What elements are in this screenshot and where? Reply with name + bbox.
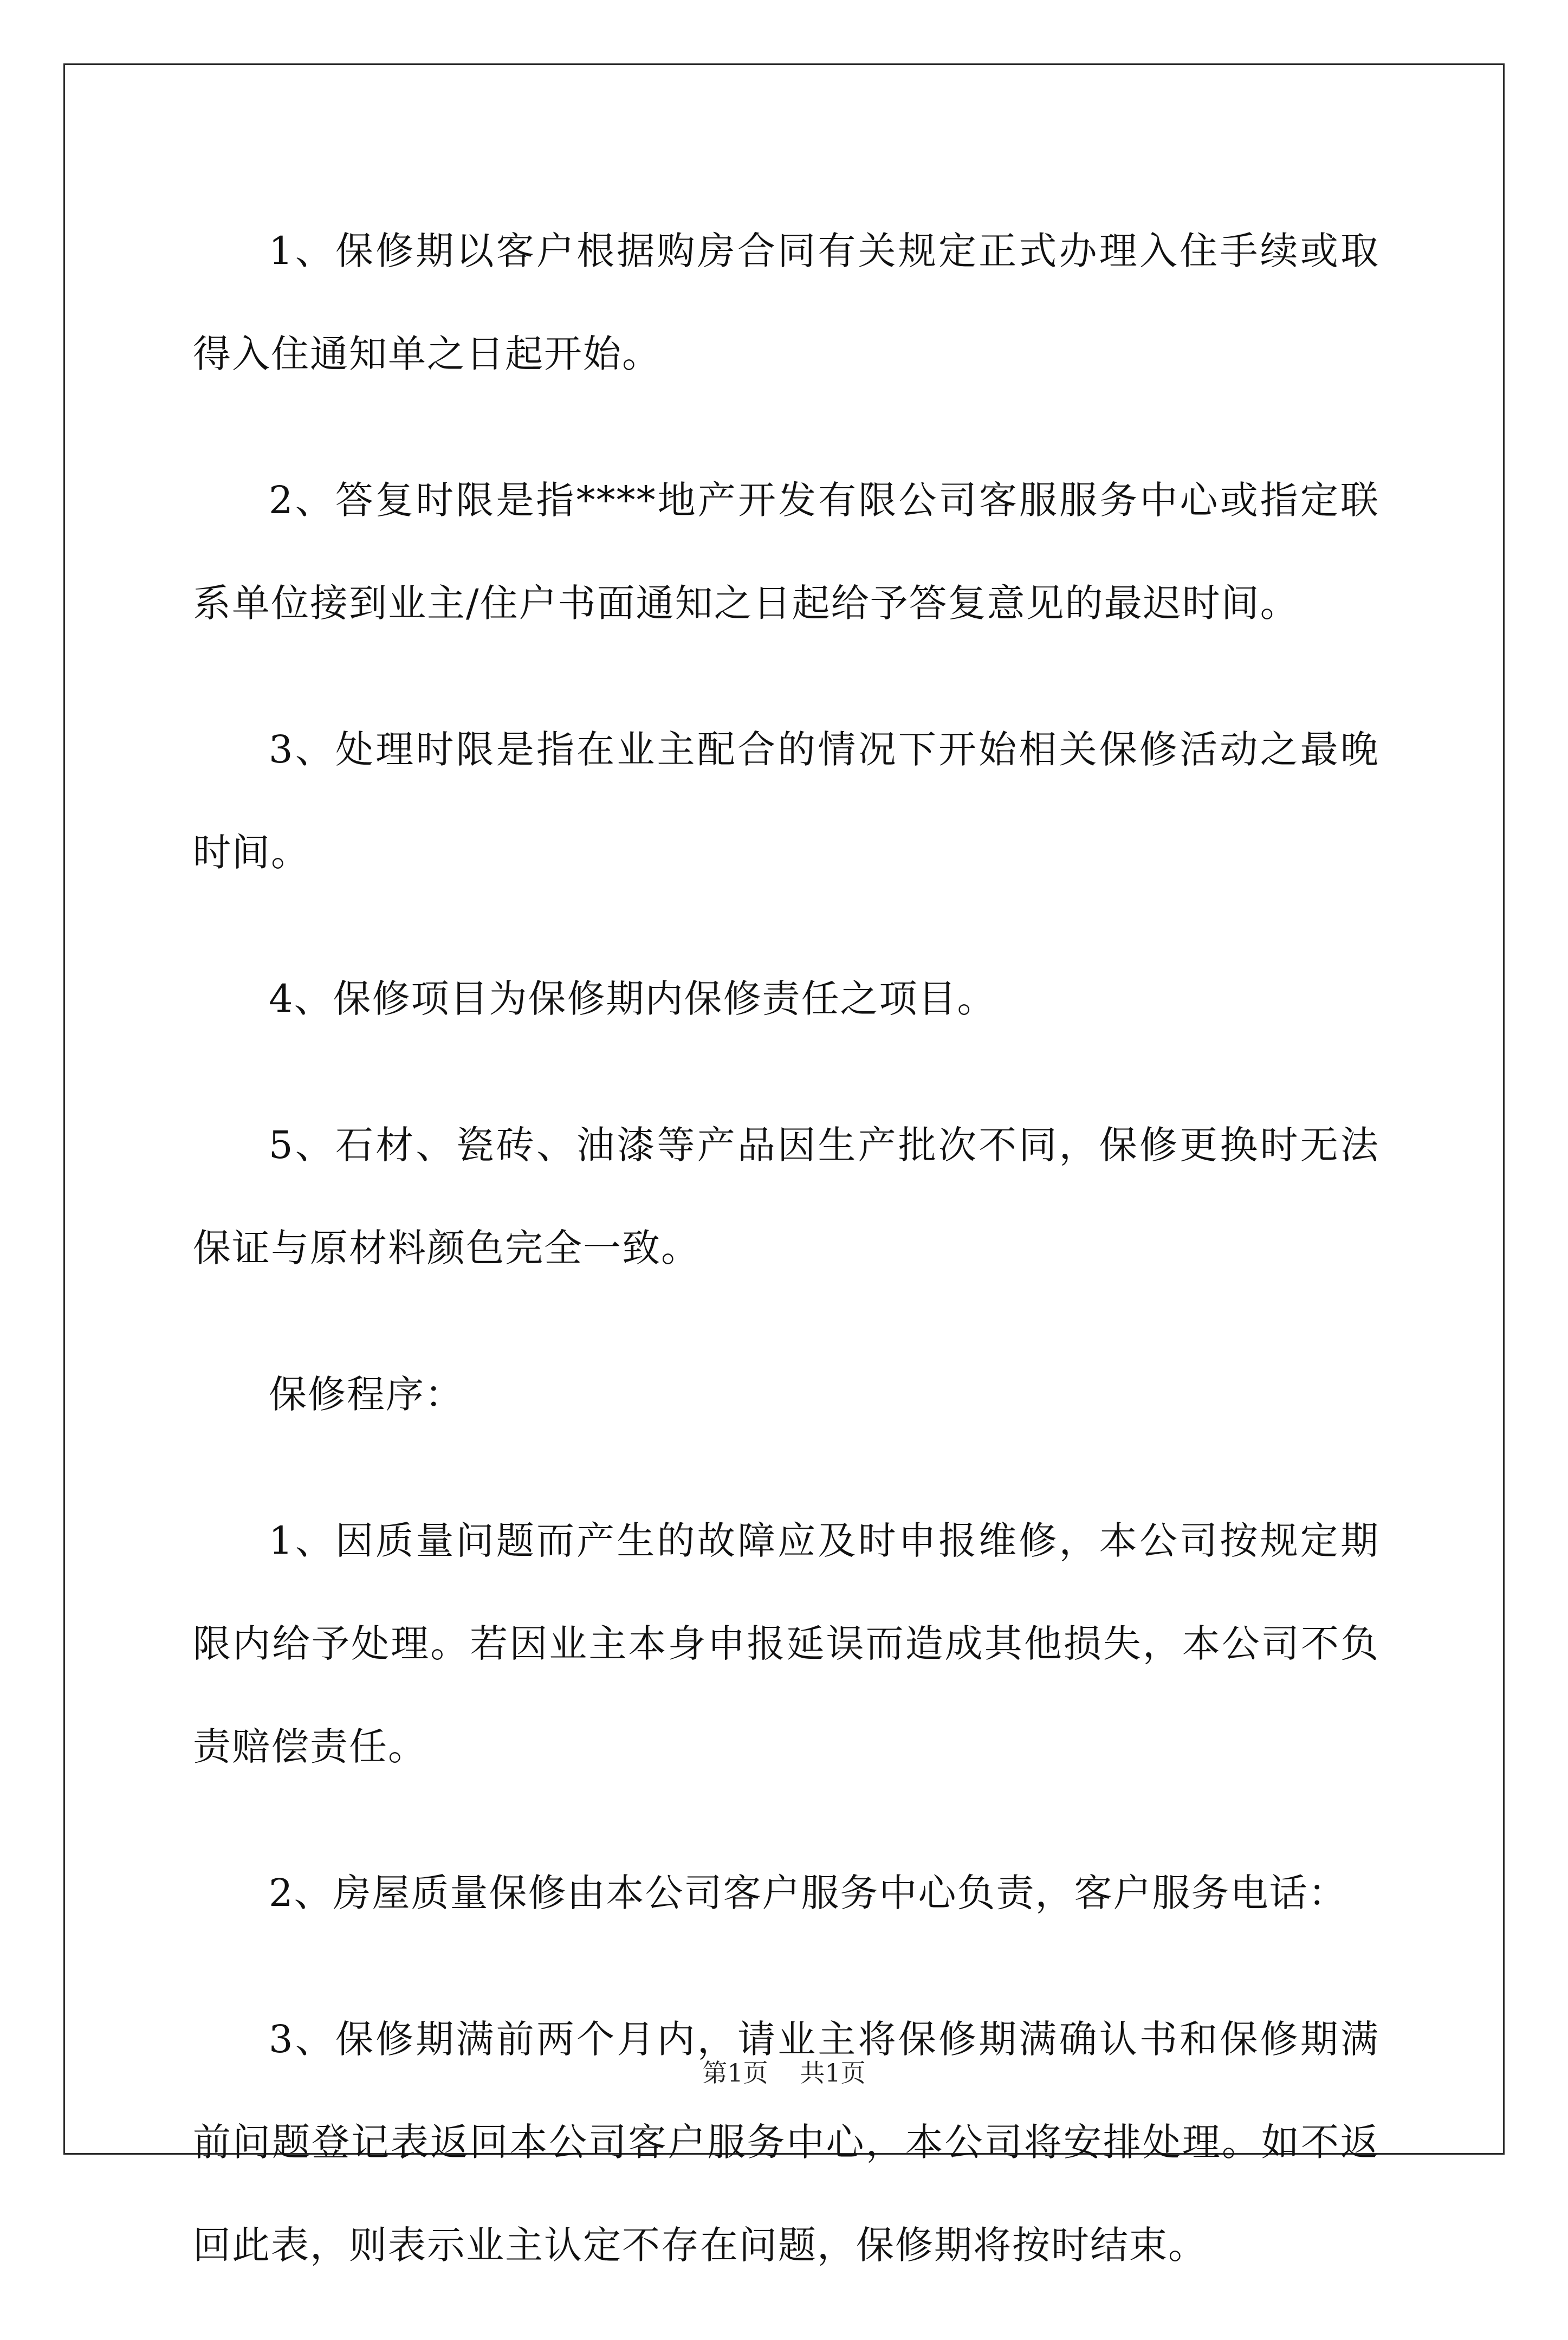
- page-footer: [0, 2057, 1568, 2089]
- paragraph-1: 1、保修期以客户根据购房合同有关规定正式办理入住手续或取得入住通知单之日起开始。: [193, 229, 1379, 376]
- page-number-current: 第1页: [702, 2058, 768, 2087]
- paragraph-procedure-3: 3、保修期满前两个月内，请业主将保修期满确认书和保修期满前问题登记表返回本公司客户服务中心，本公司将安排处理。如不返回此表，则表示业主认定不存在问题，保修期将按时结束。: [193, 2017, 1379, 2267]
- paragraph-5: 5、石材、瓷砖、油漆等产品因生产批次不同，保修更换时无法保证与原材料颜色完全一致。: [193, 1123, 1379, 1270]
- paragraph-2: 2、答复时限是指****地产开发有限公司客服服务中心或指定联系单位接到业主/住户书面通知之日起给予答复意见的最迟时间。: [193, 478, 1379, 625]
- paragraph-3: 3、处理时限是指在业主配合的情况下开始相关保修活动之最晚时间。: [193, 727, 1379, 875]
- paragraph-procedure-2: 2、房屋质量保修由本公司客户服务中心负责，客户服务电话：: [269, 1871, 1347, 1915]
- paragraph-procedure-1: 1、因质量问题而产生的故障应及时申报维修，本公司按规定期限内给予处理。若因业主本身申报延误而造成其他损失，本公司不负责赔偿责任。: [193, 1518, 1379, 1769]
- section-heading-procedure: 保修程序：: [269, 1372, 464, 1417]
- paragraph-4: 4、保修项目为保修期内保修责任之项目。: [269, 977, 996, 1021]
- page-number-total: 共1页: [800, 2058, 866, 2087]
- document-body: [193, 199, 1379, 2340]
